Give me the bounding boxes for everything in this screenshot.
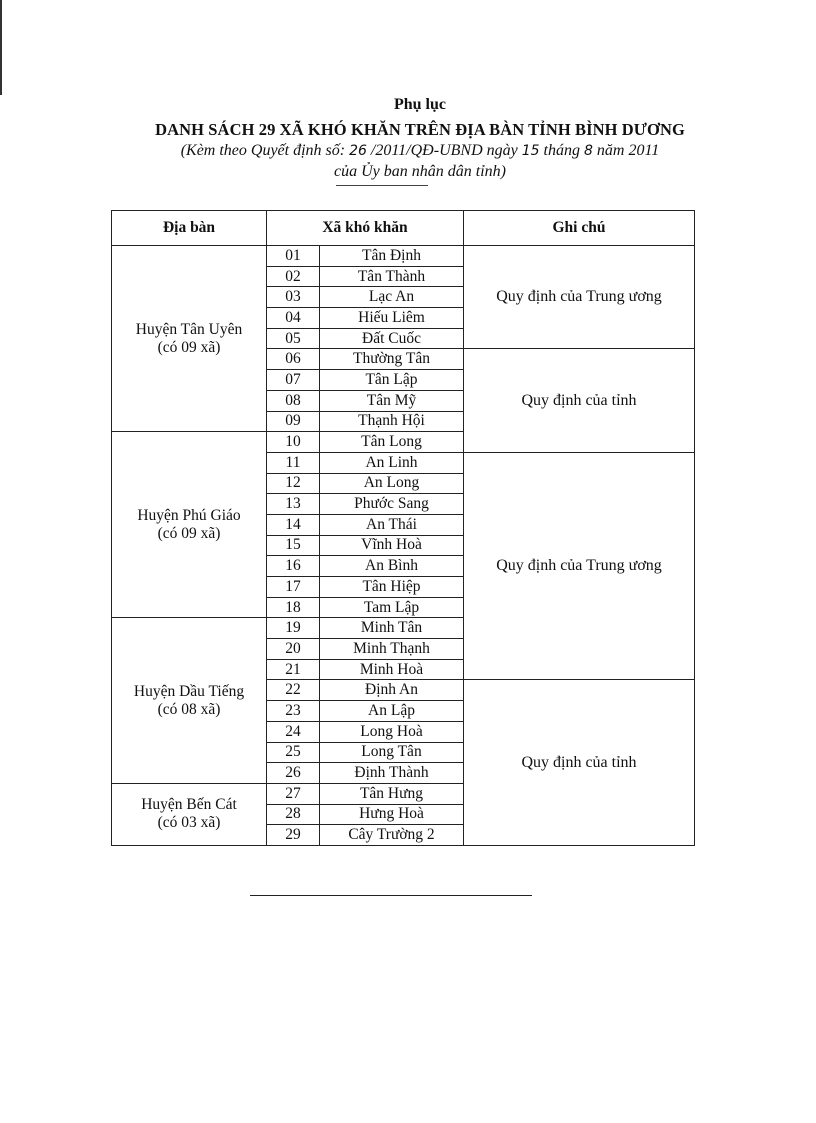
commune-name: Lạc An [320,287,464,308]
commune-number: 19 [267,618,320,639]
commune-name: Minh Tân [320,618,464,639]
commune-number: 06 [267,349,320,370]
header-district: Địa bàn [112,211,267,246]
commune-number: 11 [267,452,320,473]
commune-name: Hưng Hoà [320,804,464,825]
commune-number: 22 [267,680,320,701]
commune-number: 28 [267,804,320,825]
decision-reference [12,142,816,160]
commune-name: Vĩnh Hoà [320,535,464,556]
district-name: Huyện Phú Giáo [137,506,241,524]
district-cell [112,432,267,618]
note-cell: Quy định của tỉnh [464,680,695,846]
header-note: Ghi chú [464,211,695,246]
subtitle-mid: /2011/QĐ-UBND ngày [370,142,518,159]
title-divider [336,185,428,186]
commune-number: 26 [267,763,320,784]
commune-name: Tân Mỹ [320,390,464,411]
commune-name: Tân Thành [320,266,464,287]
commune-number: 02 [267,266,320,287]
commune-number: 04 [267,308,320,329]
commune-name: Long Hoà [320,721,464,742]
commune-name: An Bình [320,556,464,577]
commune-number: 27 [267,783,320,804]
commune-name: Định Thành [320,763,464,784]
district-commune-count: (có 08 xã) [157,700,221,718]
commune-number: 13 [267,494,320,515]
district-name: Huyện Dầu Tiếng [133,682,245,700]
district-cell [112,246,267,432]
commune-number: 16 [267,556,320,577]
commune-name: An Long [320,473,464,494]
note-cell: Quy định của tỉnh [464,349,695,452]
commune-name: An Lập [320,701,464,722]
table-header-row [112,211,695,246]
subtitle-prefix: (Kèm theo Quyết định số: [180,142,346,159]
table-row [112,246,695,267]
commune-name: Tân Long [320,432,464,453]
subtitle-month-label: tháng [543,142,580,159]
commune-name: Tân Hiệp [320,577,464,598]
commune-name: Long Tân [320,742,464,763]
commune-table [111,210,695,846]
commune-name: Tân Hưng [320,783,464,804]
commune-name: Hiếu Liêm [320,308,464,329]
district-commune-count: (có 09 xã) [157,524,221,542]
district-cell [112,783,267,845]
commune-name: Tân Định [320,246,464,267]
commune-number: 29 [267,825,320,846]
commune-number: 23 [267,701,320,722]
commune-number: 10 [267,432,320,453]
scan-edge-mark [0,0,2,95]
commune-number: 08 [267,390,320,411]
district-name: Huyện Bến Cát [141,796,237,814]
commune-name: Đất Cuốc [320,328,464,349]
issuing-authority: của Ủy ban nhân dân tỉnh) [334,163,506,180]
commune-number: 21 [267,659,320,680]
commune-name: Thường Tân [320,349,464,370]
decision-day: 15 [521,143,540,159]
district-cell [112,618,267,784]
commune-name: Minh Hoà [320,659,464,680]
subtitle-year: năm 2011 [596,142,660,159]
commune-name: An Linh [320,452,464,473]
commune-name: An Thái [320,514,464,535]
commune-number: 07 [267,370,320,391]
table-body [112,246,695,846]
decision-number: 26 [349,143,367,159]
commune-number: 01 [267,246,320,267]
district-name: Huyện Tân Uyên [135,320,243,338]
appendix-label: Phụ lục [393,96,446,113]
commune-number: 17 [267,577,320,598]
commune-name: Phước Sang [320,494,464,515]
commune-number: 03 [267,287,320,308]
commune-name: Minh Thạnh [320,639,464,660]
header-commune: Xã khó khăn [267,211,464,246]
note-cell: Quy định của Trung ương [464,246,695,349]
decision-month: 8 [584,143,593,159]
document-title: DANH SÁCH 29 XÃ KHÓ KHĂN TRÊN ĐỊA BÀN TỈNH BÌNH DƯƠNG [155,120,685,139]
district-commune-count: (có 09 xã) [157,338,221,356]
commune-name: Định An [320,680,464,701]
commune-number: 12 [267,473,320,494]
commune-name: Cây Trường 2 [320,825,464,846]
district-commune-count: (có 03 xã) [157,814,221,832]
commune-number: 05 [267,328,320,349]
commune-name: Tân Lập [320,370,464,391]
note-cell: Quy định của Trung ương [464,452,695,680]
commune-number: 20 [267,639,320,660]
commune-name: Tam Lập [320,597,464,618]
commune-name: Thạnh Hội [320,411,464,432]
commune-number: 25 [267,742,320,763]
commune-number: 09 [267,411,320,432]
end-divider [250,895,532,896]
commune-number: 15 [267,535,320,556]
commune-number: 14 [267,514,320,535]
commune-number: 24 [267,721,320,742]
commune-number: 18 [267,597,320,618]
